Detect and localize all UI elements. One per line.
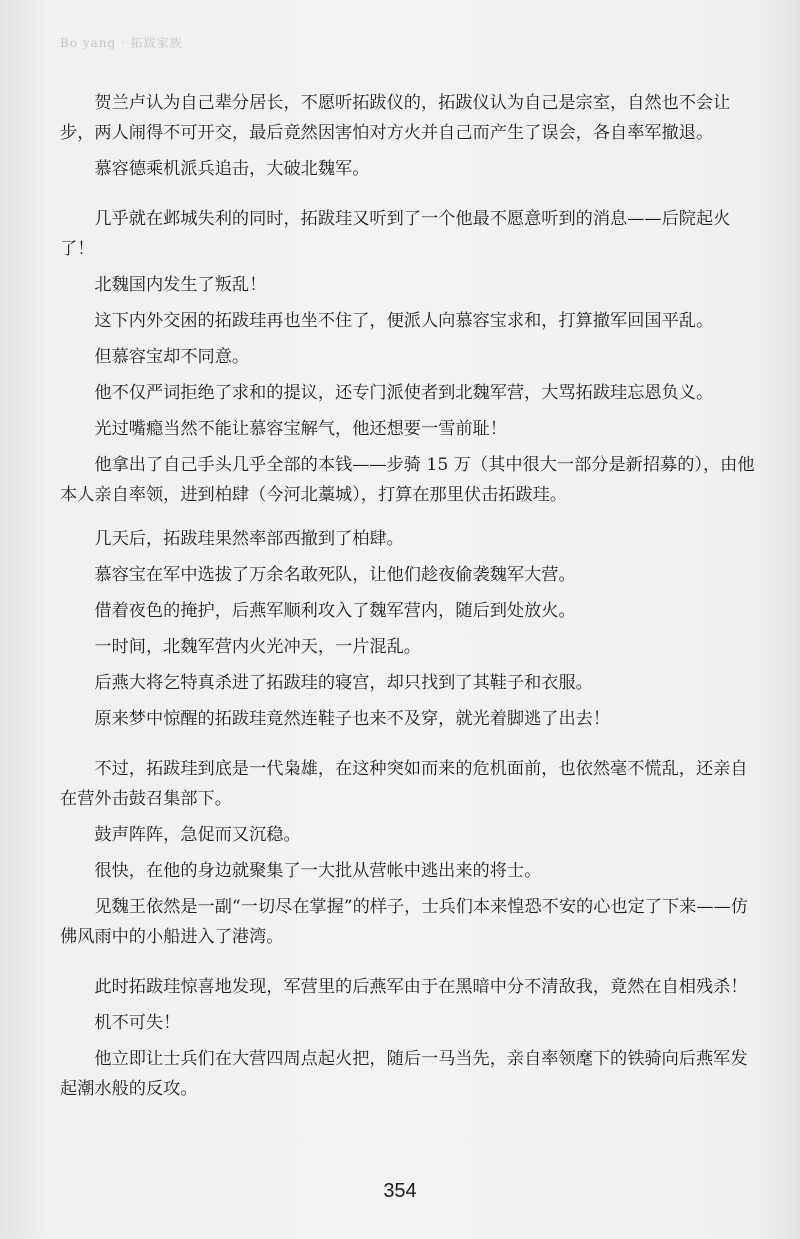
paragraph: 几乎就在邺城失利的同时，拓跋珪又听到了一个他最不愿意听到的消息——后院起火了！ — [60, 209, 731, 259]
paragraph: 不过，拓跋珪到底是一代枭雄，在这种突如而来的危机面前，也依然毫不慌乱，还亲自在营外击鼓召集部下。 — [60, 759, 748, 809]
paragraph: 这下内外交困的拓跋珪再也坐不住了，便派人向慕容宝求和，打算撤军回国平乱。 — [94, 311, 714, 331]
paragraph: 贺兰卢认为自己辈分居长，不愿听拓跋仪的，拓跋仪认为自己是宗室，自然也不会让步，两人闹得不可开交，最后竟然因害怕对方火并自己而产生了误会，各自率军撤退。 — [60, 93, 731, 143]
page-number: 354 — [383, 1180, 417, 1202]
paragraph: 原来梦中惊醒的拓跋珪竟然连鞋子也来不及穿，就光着脚逃了出去！ — [94, 709, 611, 729]
paragraph: 几天后，拓跋珪果然率部西撤到了柏肆。 — [94, 529, 404, 549]
paragraph: 此时拓跋珪惊喜地发现，军营里的后燕军由于在黑暗中分不清敌我，竟然在自相残杀！ — [94, 977, 748, 997]
paragraph: 很快，在他的身边就聚集了一大批从营帐中逃出来的将士。 — [94, 861, 542, 881]
page-body — [60, 88, 760, 1104]
paragraph: 慕容德乘机派兵追击，大破北魏军。 — [94, 159, 370, 179]
paragraph: 机不可失！ — [94, 1013, 181, 1033]
paragraph: 见魏王依然是一副“一切尽在掌握”的样子，士兵们本来惶恐不安的心也定了下来——仿佛风雨中的小船进入了港湾。 — [60, 897, 748, 947]
running-head: Bo yang · 拓跋家族 — [60, 36, 183, 50]
paragraph: 但慕容宝却不同意。 — [94, 347, 250, 367]
paragraph: 光过嘴瘾当然不能让慕容宝解气，他还想要一雪前耻！ — [94, 419, 507, 439]
paragraph: 北魏国内发生了叛乱！ — [94, 275, 267, 295]
paragraph: 他立即让士兵们在大营四周点起火把，随后一马当先，亲自率领麾下的铁骑向后燕军发起潮水般的反攻。 — [60, 1049, 748, 1099]
paragraph: 借着夜色的掩护，后燕军顺利攻入了魏军营内，随后到处放火。 — [94, 601, 576, 621]
paragraph: 他不仅严词拒绝了求和的提议，还专门派使者到北魏军营，大骂拓跋珪忘恩负义。 — [94, 383, 714, 403]
paragraph: 一时间，北魏军营内火光冲天，一片混乱。 — [94, 637, 421, 657]
paragraph: 鼓声阵阵，急促而又沉稳。 — [94, 825, 301, 845]
paragraph: 他拿出了自己手头几乎全部的本钱——步骑 15 万（其中很大一部分是新招募的），由他本人亲自率领，进到柏肆（今河北藁城），打算在那里伏击拓跋珪。 — [60, 455, 755, 505]
paragraph: 后燕大将乞特真杀进了拓跋珪的寝宫，却只找到了其鞋子和衣服。 — [94, 673, 593, 693]
paragraph: 慕容宝在军中选拔了万余名敢死队，让他们趁夜偷袭魏军大营。 — [94, 565, 576, 585]
